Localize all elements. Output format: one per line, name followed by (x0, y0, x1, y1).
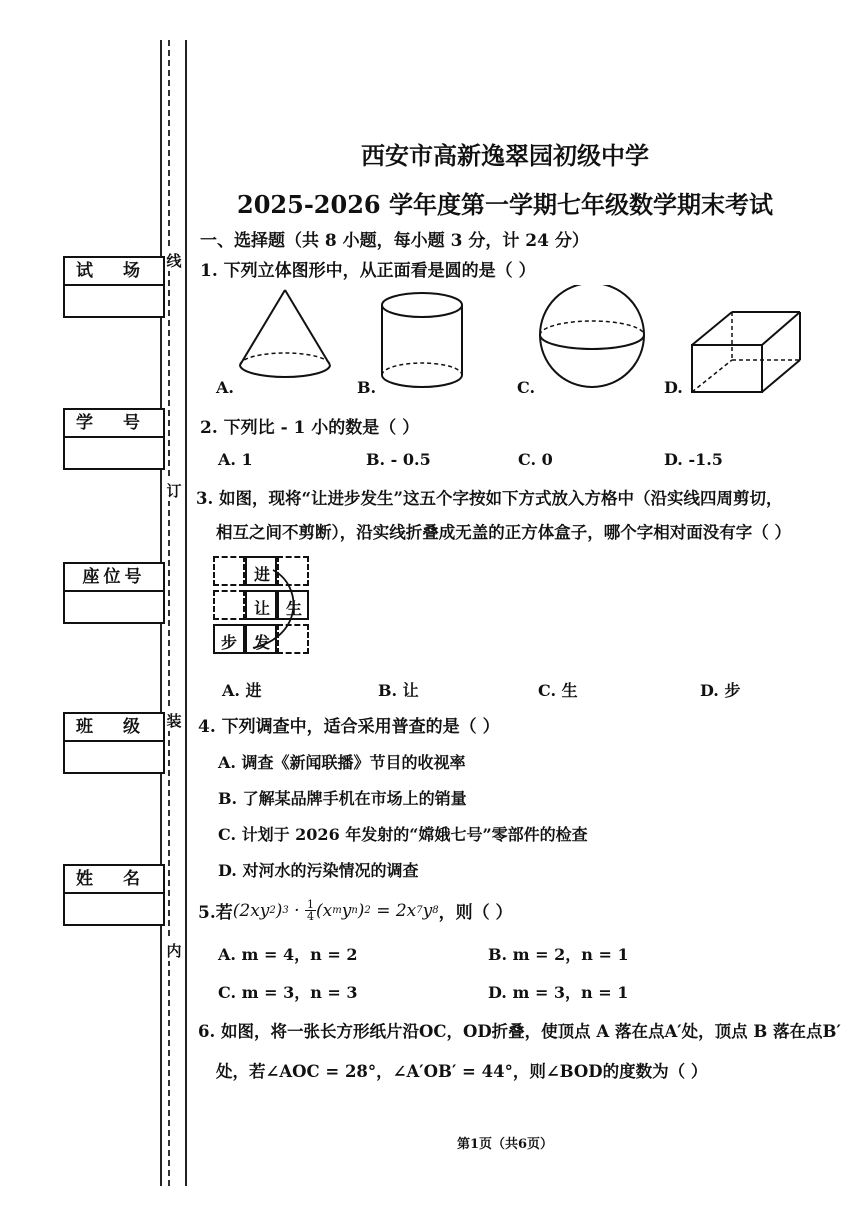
exam-room-field[interactable] (65, 286, 163, 316)
seat-number-label: 座位号 (65, 564, 163, 592)
name-box[interactable] (63, 864, 165, 926)
exam-room-label: 试 场 (65, 258, 163, 286)
sphere-figure (540, 285, 644, 387)
grid-char-jin: 进 (254, 565, 271, 584)
binding-mark-xian: 线 (163, 250, 185, 271)
q3-stem-line2: 相互之间不剪断），沿实线折叠成无盖的正方体盒子，哪个字相对面没有字（ ） (216, 523, 791, 542)
q4-option-a[interactable]: A. 调查《新闻联播》节目的收视率 (218, 753, 466, 772)
q5-option-a[interactable]: A. m = 4，n = 2 (218, 945, 358, 964)
student-id-field[interactable] (65, 438, 163, 468)
q5-option-c[interactable]: C. m = 3，n = 3 (218, 983, 358, 1002)
q6-stem-line2: 处，若∠AOC = 28°，∠A′OB′ = 44°，则∠BOD的度数为（ ） (216, 1062, 708, 1081)
school-title: 西安市高新逸翠园初级中学 (361, 141, 649, 170)
q5-stem (198, 898, 513, 923)
binding-mark-zhuang: 装 (163, 710, 185, 731)
grid-char-sheng: 生 (286, 599, 303, 618)
page-number: 第1页（共6页） (456, 1137, 554, 1152)
seat-number-field[interactable] (65, 592, 163, 622)
q5-equation: (2xy 2 ) 3 · 1 4 (x m y n ) 2 = 2x 7 y 8 (232, 898, 439, 923)
binding-mark-ding: 订 (163, 480, 185, 501)
q5-prefix: 5.若 (198, 903, 233, 923)
name-field[interactable] (65, 894, 163, 924)
q6-stem-line1: 6. 如图，将一张长方形纸片沿OC，OD折叠，使顶点 A 落在点A′处，顶点 B 落在点B′ (198, 1022, 841, 1041)
q1-stem: 1. 下列立体图形中，从正面看是圆的是（ ） (200, 261, 536, 281)
student-id-label: 学 号 (65, 410, 163, 438)
grid-char-rang: 让 (254, 599, 271, 618)
q2-option-d[interactable]: D. -1.5 (664, 450, 723, 469)
q4-option-d[interactable]: D. 对河水的污染情况的调查 (218, 861, 419, 880)
q4-stem: 4. 下列调查中，适合采用普查的是（ ） (198, 717, 500, 737)
q3-option-a[interactable]: A. 进 (222, 681, 262, 700)
section-heading: 一、选择题（共 8 小题，每小题 3 分，计 24 分） (200, 231, 589, 251)
class-field[interactable] (65, 742, 163, 772)
q1-option-c[interactable]: C. (517, 378, 536, 397)
exam-room-box[interactable] (63, 256, 165, 318)
grid-char-fa: 发 (254, 633, 271, 652)
q2-stem: 2. 下列比 - 1 小的数是（ ） (200, 418, 420, 438)
q3-stem-line1: 3. 如图，现将“让进步发生”这五个字按如下方式放入方格中（沿实线四周剪切， (196, 489, 783, 508)
q3-option-d[interactable]: D. 步 (700, 681, 741, 700)
name-label: 姓 名 (65, 866, 163, 894)
q1-option-b[interactable]: B. (357, 378, 377, 397)
q1-figures (200, 285, 820, 400)
cylinder-figure (382, 293, 462, 387)
q3-option-b[interactable]: B. 让 (378, 681, 419, 700)
q5-suffix: ，则（ ） (438, 903, 513, 923)
exam-title: 2025-2026 学年度第一学期七年级数学期末考试 (237, 190, 773, 219)
q5-option-d[interactable]: D. m = 3，n = 1 (488, 983, 629, 1002)
q3-option-c[interactable]: C. 生 (538, 681, 578, 700)
class-label: 班 级 (65, 714, 163, 742)
q5-option-b[interactable]: B. m = 2，n = 1 (488, 945, 629, 964)
student-id-box[interactable] (63, 408, 165, 470)
q2-option-a[interactable]: A. 1 (218, 450, 253, 469)
q3-net-grid (213, 556, 313, 660)
cone-figure (240, 290, 330, 377)
class-box[interactable] (63, 712, 165, 774)
q2-option-c[interactable]: C. 0 (518, 450, 553, 469)
q1-option-d[interactable]: D. (664, 378, 683, 397)
q4-option-c[interactable]: C. 计划于 2026 年发射的“嫦娥七号”零部件的检查 (218, 825, 588, 844)
seat-number-box[interactable] (63, 562, 165, 624)
q4-option-b[interactable]: B. 了解某品牌手机在市场上的销量 (218, 789, 467, 808)
cuboid-figure (692, 312, 800, 392)
binding-mark-nei: 内 (163, 940, 185, 961)
q2-option-b[interactable]: B. - 0.5 (366, 450, 431, 469)
q1-option-a[interactable]: A. (216, 378, 234, 397)
grid-char-bu: 步 (221, 633, 238, 652)
